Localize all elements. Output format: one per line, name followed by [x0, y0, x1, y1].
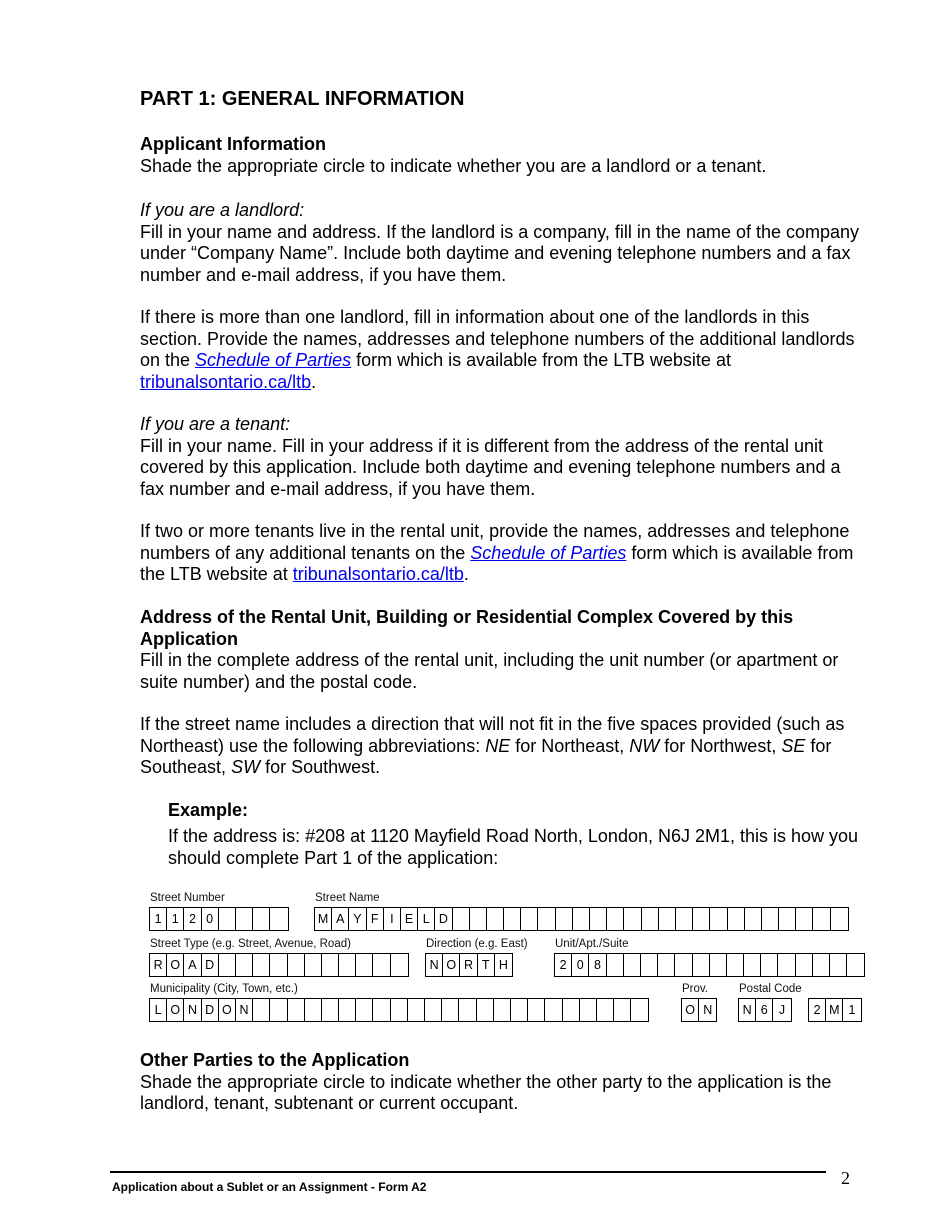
other-parties-heading: Other Parties to the Application: [140, 1050, 410, 1070]
char-box: [614, 999, 631, 1021]
char-box: [487, 908, 504, 930]
char-box: [778, 954, 795, 976]
char-box: [563, 999, 580, 1021]
char-box: [830, 954, 847, 976]
direction-boxes: [425, 953, 513, 977]
char-box: [425, 999, 442, 1021]
char-box: A: [184, 954, 201, 976]
street-name-boxes: [314, 907, 849, 931]
char-box: 0: [572, 954, 589, 976]
char-box: [521, 908, 538, 930]
char-box: [356, 954, 373, 976]
char-box: [728, 908, 745, 930]
tenant-heading: If you are a tenant:: [140, 414, 291, 434]
char-box: [580, 999, 597, 1021]
abbrev-ne: NE: [485, 735, 511, 756]
footer-form-title: Application about a Sublet or an Assignment - Form A2: [112, 1180, 427, 1194]
char-box: [408, 999, 425, 1021]
char-box: [796, 908, 813, 930]
other-parties-section: [140, 1050, 860, 1115]
char-box: R: [150, 954, 167, 976]
street-number-label: Street Number: [150, 892, 225, 904]
char-box: [642, 908, 659, 930]
char-box: I: [384, 908, 401, 930]
char-box: [356, 999, 373, 1021]
landlord-paragraph-2: [140, 307, 860, 393]
landlord-heading: If you are a landlord:: [140, 200, 305, 220]
unit-label: Unit/Apt./Suite: [555, 938, 629, 950]
address-paragraph-2: [140, 714, 860, 779]
char-box: [556, 908, 573, 930]
abbrev-ne-text: for Northeast,: [510, 735, 630, 756]
char-box: [270, 954, 287, 976]
char-box: [288, 999, 305, 1021]
char-box: N: [426, 954, 443, 976]
municipality-label: Municipality (City, Town, etc.): [150, 983, 298, 995]
postal-code-boxes-b: [808, 998, 862, 1022]
char-box: [270, 999, 287, 1021]
landlord-p2-text-a: If there is more than one landlord, fill in information about one of the landlords in this section. Provide the names, addresses and telephone numbers of the additional landlords on the: [140, 307, 855, 371]
example-section: [168, 800, 860, 822]
char-box: [219, 954, 236, 976]
tenant-p2-text-b: form which is available from the LTB website at: [140, 542, 854, 585]
applicant-heading: Applicant Information: [140, 134, 326, 154]
example-heading: Example:: [168, 800, 249, 820]
schedule-of-parties-link[interactable]: Schedule of Parties: [470, 542, 627, 563]
char-box: [658, 954, 675, 976]
char-box: [710, 908, 727, 930]
tenant-paragraph-2: [140, 521, 860, 586]
char-box: 1: [167, 908, 184, 930]
char-box: F: [367, 908, 384, 930]
abbrev-sw: SW: [231, 757, 261, 778]
char-box: [675, 954, 692, 976]
char-box: D: [435, 908, 452, 930]
char-box: [573, 908, 590, 930]
char-box: 2: [555, 954, 572, 976]
municipality-boxes: [149, 998, 649, 1022]
char-box: [659, 908, 676, 930]
part-title: PART 1: GENERAL INFORMATION: [140, 88, 465, 110]
char-box: [641, 954, 658, 976]
char-box: [744, 954, 761, 976]
char-box: [270, 908, 287, 930]
other-parties-text: Shade the appropriate circle to indicate whether the other party to the application is the landlord, tenant, subtenant or current occupant.: [140, 1071, 832, 1114]
char-box: [745, 908, 762, 930]
char-box: [253, 908, 270, 930]
char-box: [253, 954, 270, 976]
website-link[interactable]: tribunalsontario.ca/ltb: [140, 371, 312, 392]
tenant-section: [140, 414, 860, 500]
char-box: [796, 954, 813, 976]
char-box: [607, 908, 624, 930]
char-box: T: [478, 954, 495, 976]
address-section: [140, 607, 860, 693]
char-box: [322, 999, 339, 1021]
char-box: A: [332, 908, 349, 930]
char-box: N: [703, 1003, 713, 1017]
char-box: M: [315, 908, 332, 930]
char-box: [339, 999, 356, 1021]
example-address-form: [149, 892, 861, 1027]
char-box: [305, 954, 322, 976]
char-box: [545, 999, 562, 1021]
street-type-label: Street Type (e.g. Street, Avenue, Road): [150, 938, 351, 950]
char-box: [813, 908, 830, 930]
char-box: D: [202, 954, 219, 976]
abbrev-sw-text: for Southwest.: [260, 757, 381, 778]
char-box: 6: [756, 999, 773, 1021]
char-box: 8: [589, 954, 606, 976]
char-box: [219, 908, 236, 930]
char-box: [253, 999, 270, 1021]
char-box: [693, 954, 710, 976]
char-box: [779, 908, 796, 930]
char-box: [470, 908, 487, 930]
period: .: [311, 371, 317, 392]
char-box: [322, 954, 339, 976]
char-box: [453, 908, 470, 930]
char-box: [504, 908, 521, 930]
prov-label: Prov.: [682, 983, 708, 995]
char-box: O: [682, 999, 699, 1021]
char-box: [710, 954, 727, 976]
char-box: L: [418, 908, 435, 930]
char-box: [761, 954, 778, 976]
char-box: L: [150, 999, 167, 1021]
char-box: 2: [809, 999, 826, 1021]
abbrev-nw: NW: [629, 735, 660, 756]
applicant-section: [140, 134, 860, 177]
char-box: D: [202, 999, 219, 1021]
footer-divider: [110, 1171, 826, 1173]
char-box: [236, 954, 253, 976]
char-box: [676, 908, 693, 930]
char-box: N: [184, 999, 201, 1021]
char-box: [236, 908, 253, 930]
street-name-label: Street Name: [315, 892, 380, 904]
postal-code-label: Postal Code: [739, 983, 802, 995]
char-box: [590, 908, 607, 930]
char-box: O: [167, 999, 184, 1021]
char-box: [597, 999, 614, 1021]
char-box: E: [401, 908, 418, 930]
char-box: [847, 954, 864, 976]
landlord-p2-text-b: form which is available from the LTB website at: [351, 350, 731, 371]
char-box: 0: [202, 908, 219, 930]
char-box: [305, 999, 322, 1021]
char-box: M: [826, 999, 843, 1021]
abbrev-nw-text: for Northwest,: [659, 735, 782, 756]
applicant-intro: Shade the appropriate circle to indicate whether you are a landlord or a tenant.: [140, 155, 767, 176]
street-type-boxes: [149, 953, 409, 977]
char-box: [373, 954, 390, 976]
char-box: 1: [848, 1003, 856, 1017]
char-box: [442, 999, 459, 1021]
char-box: [373, 999, 390, 1021]
unit-boxes: [554, 953, 865, 977]
schedule-of-parties-link[interactable]: Schedule of Parties: [195, 350, 352, 371]
prov-boxes: [681, 998, 717, 1022]
char-box: [624, 954, 641, 976]
char-box: [494, 999, 511, 1021]
example-text: If the address is: #208 at 1120 Mayfield Road North, London, N6J 2M1, this is how you should complete Part 1 of the application:: [168, 826, 859, 868]
char-box: [391, 954, 408, 976]
char-box: N: [739, 999, 756, 1021]
address-heading: Address of the Rental Unit, Building or Residential Complex Covered by this Application: [140, 607, 794, 649]
char-box: [727, 954, 744, 976]
street-number-boxes: [149, 907, 289, 931]
char-box: [339, 954, 356, 976]
char-box: [693, 908, 710, 930]
char-box: [813, 954, 830, 976]
char-box: [607, 954, 624, 976]
char-box: [528, 999, 545, 1021]
char-box: [391, 999, 408, 1021]
tenant-p2-text-a: If two or more tenants live in the rental unit, provide the names, addresses and telephone numbers of any additional tenants on the: [140, 521, 850, 563]
abbrev-intro: If the street name includes a direction that will not fit in the five spaces provided (such as Northeast) use the following abbreviations:: [140, 714, 845, 756]
char-box: 1: [150, 908, 167, 930]
abbrev-se: SE: [781, 735, 806, 756]
char-box: [624, 908, 641, 930]
char-box: [831, 908, 848, 930]
period: .: [463, 564, 469, 585]
char-box: [762, 908, 779, 930]
char-box: Y: [349, 908, 366, 930]
tenant-paragraph-1: Fill in your name. Fill in your address if it is different from the address of the rental unit covered by this application. Include both daytime and evening telephone numbers and a fax number and e-mail address, if you have them.: [140, 435, 841, 499]
page-number: 2: [841, 1168, 850, 1188]
landlord-section: [140, 200, 860, 286]
char-box: [459, 999, 476, 1021]
website-link[interactable]: tribunalsontario.ca/ltb: [292, 564, 464, 585]
direction-label: Direction (e.g. East): [426, 938, 528, 950]
char-box: O: [167, 954, 184, 976]
abbrev-se-text: for Southeast,: [140, 735, 832, 778]
landlord-paragraph-1: Fill in your name and address. If the landlord is a company, fill in the name of the company under “Company Name”. Include both daytime and evening telephone numbers and a fax number and e-mail address, if you have them.: [140, 221, 860, 285]
char-box: O: [219, 999, 236, 1021]
char-box: H: [498, 958, 508, 972]
address-paragraph-1: Fill in the complete address of the rental unit, including the unit number (or apartment or suite number) and the postal code.: [140, 650, 839, 692]
postal-code-boxes-a: [738, 998, 792, 1022]
char-box: 2: [184, 908, 201, 930]
char-box: N: [236, 999, 253, 1021]
char-box: O: [443, 954, 460, 976]
char-box: R: [460, 954, 477, 976]
char-box: [538, 908, 555, 930]
char-box: [288, 954, 305, 976]
char-box: [631, 999, 648, 1021]
char-box: [477, 999, 494, 1021]
char-box: [511, 999, 528, 1021]
char-box: J: [778, 1003, 786, 1017]
